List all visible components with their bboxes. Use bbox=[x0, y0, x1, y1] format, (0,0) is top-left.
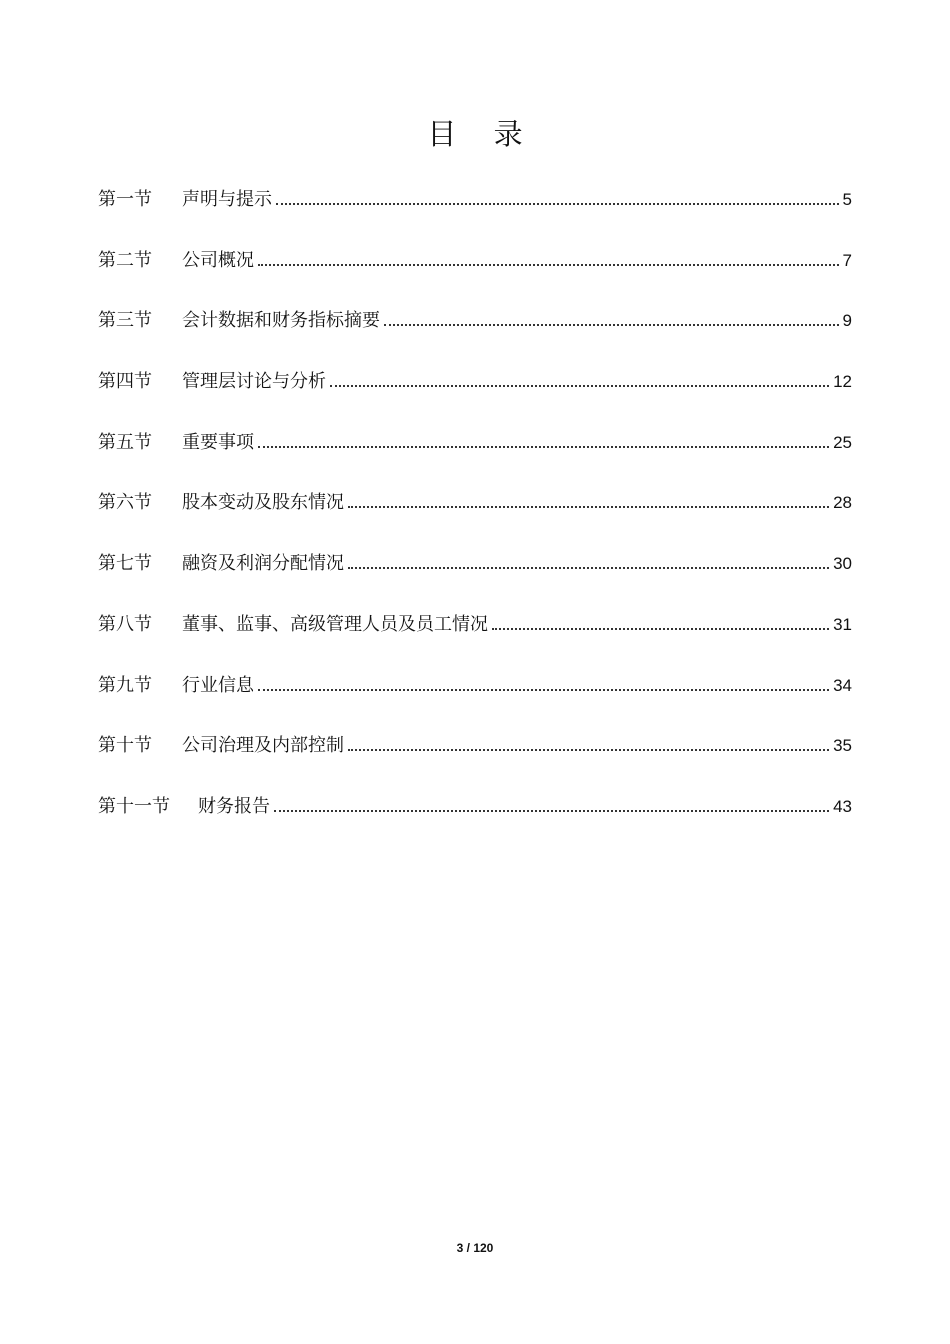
toc-section-title: 融资及利润分配情况 bbox=[182, 553, 344, 575]
toc-page-number: 9 bbox=[842, 311, 852, 331]
toc-entry[interactable] bbox=[98, 487, 852, 548]
toc-section-number: 第五节 bbox=[98, 431, 152, 453]
toc-dot-leader bbox=[348, 567, 829, 569]
toc-page-number: 43 bbox=[833, 796, 852, 816]
toc-section-number: 第三节 bbox=[98, 310, 152, 332]
toc-page-number: 35 bbox=[833, 736, 852, 756]
toc-section-number: 第十节 bbox=[98, 735, 152, 757]
page-title: 目 录 bbox=[427, 117, 537, 151]
toc-page-number: 34 bbox=[833, 675, 852, 695]
toc-section-title: 行业信息 bbox=[182, 674, 254, 696]
toc-entry[interactable] bbox=[98, 366, 852, 427]
toc-dot-leader bbox=[258, 446, 829, 448]
toc-dot-leader bbox=[348, 506, 829, 508]
toc-dot-leader bbox=[348, 749, 829, 751]
toc-page-number: 5 bbox=[842, 190, 852, 209]
toc-dot-leader bbox=[384, 324, 839, 326]
toc-dot-leader bbox=[258, 689, 829, 691]
toc-page-number: 12 bbox=[833, 372, 852, 392]
toc-entry[interactable] bbox=[98, 184, 852, 245]
toc-dot-leader bbox=[330, 385, 829, 387]
toc-section-title: 公司治理及内部控制 bbox=[182, 735, 344, 757]
toc-dot-leader bbox=[276, 203, 839, 205]
toc-section-number: 第九节 bbox=[98, 674, 152, 696]
toc-page-number: 31 bbox=[833, 614, 852, 634]
toc-section-number: 第十一节 bbox=[98, 795, 170, 817]
toc-entry[interactable] bbox=[98, 609, 852, 670]
toc-section-number: 第六节 bbox=[98, 492, 152, 514]
toc-entry[interactable] bbox=[98, 305, 852, 366]
toc-dot-leader bbox=[274, 810, 829, 812]
toc-page-number: 30 bbox=[833, 554, 852, 574]
toc-section-title: 董事、监事、高级管理人员及员工情况 bbox=[182, 613, 488, 635]
toc-section-title: 重要事项 bbox=[182, 431, 254, 453]
toc-section-title: 财务报告 bbox=[198, 795, 270, 817]
toc-section-title: 公司概况 bbox=[182, 249, 254, 271]
toc-section-title: 声明与提示 bbox=[182, 189, 272, 210]
toc-section-number: 第八节 bbox=[98, 613, 152, 635]
table-of-contents bbox=[98, 184, 852, 852]
toc-dot-leader bbox=[258, 264, 839, 266]
page-number-footer: 3 / 120 bbox=[456, 1241, 494, 1255]
toc-entry[interactable] bbox=[98, 427, 852, 488]
toc-section-number: 第一节 bbox=[98, 189, 152, 210]
toc-entry[interactable] bbox=[98, 730, 852, 791]
toc-page-number: 7 bbox=[842, 250, 852, 270]
toc-entry[interactable] bbox=[98, 670, 852, 731]
toc-section-number: 第四节 bbox=[98, 371, 152, 393]
toc-section-title: 会计数据和财务指标摘要 bbox=[182, 310, 380, 332]
toc-section-number: 第二节 bbox=[98, 249, 152, 271]
toc-section-title: 管理层讨论与分析 bbox=[182, 371, 326, 393]
toc-page-number: 28 bbox=[833, 493, 852, 513]
toc-dot-leader bbox=[492, 628, 829, 630]
toc-entry[interactable] bbox=[98, 548, 852, 609]
toc-section-title: 股本变动及股东情况 bbox=[182, 492, 344, 514]
toc-entry[interactable] bbox=[98, 791, 852, 852]
toc-page-number: 25 bbox=[833, 432, 852, 452]
toc-section-number: 第七节 bbox=[98, 553, 152, 575]
toc-entry[interactable] bbox=[98, 245, 852, 306]
